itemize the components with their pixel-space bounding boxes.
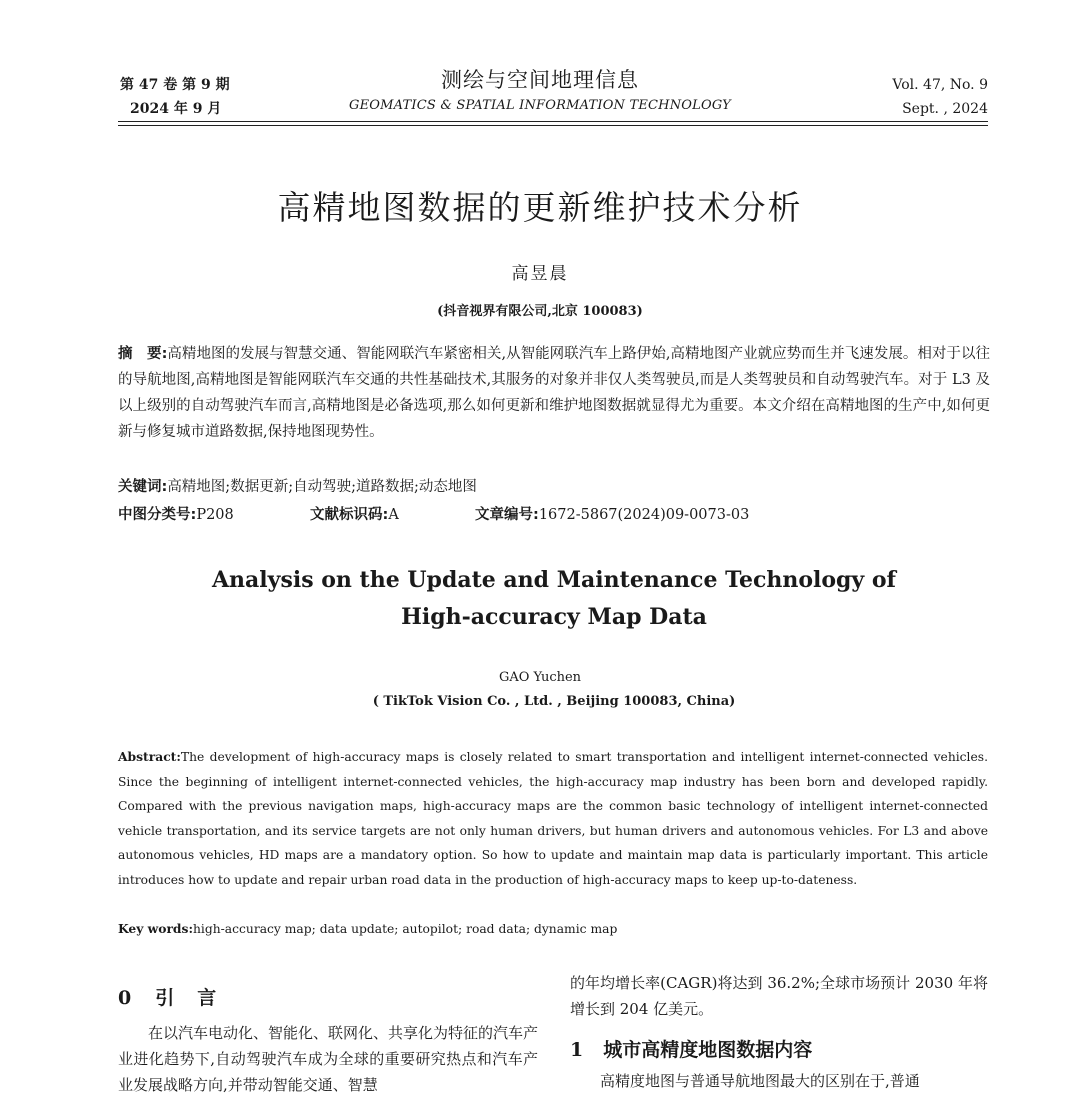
article-no-item — [475, 503, 749, 524]
title-en-line2: High-accuracy Map Data — [401, 604, 707, 630]
section-1-number: 1 — [570, 1039, 584, 1061]
abstract-en — [118, 745, 988, 893]
doc-code-label: 文献标识码: — [310, 507, 389, 523]
author-cn: 高昱晨 — [511, 264, 569, 284]
volume-en: Vol. 47, No. 9 — [892, 77, 988, 93]
journal-name-cn: 测绘与空间地理信息 — [441, 68, 639, 92]
keywords-cn-label: 关键词: — [118, 479, 168, 495]
keywords-en-label: Key words: — [118, 921, 193, 936]
keywords-en-text: high-accuracy map; data update; autopilot; road data; dynamic map — [193, 922, 618, 936]
section-1-title: 城市高精度地图数据内容 — [603, 1039, 813, 1061]
doc-code-item — [310, 503, 475, 524]
affiliation-cn: (抖音视界有限公司,北京 100083) — [437, 304, 643, 319]
paper-title-cn: 高精地图数据的更新维护技术分析 — [277, 188, 803, 227]
keywords-cn-text: 高精地图;数据更新;自动驾驶;道路数据;动态地图 — [167, 479, 477, 495]
section-1-heading — [570, 1035, 812, 1062]
section-0-paragraph: 在以汽车电动化、智能化、联网化、共享化为特征的汽车产业进化趋势下,自动驾驶汽车成为全球的重要研究热点和汽车产业发展战略方向,并带动智能交通、智慧 — [118, 1024, 539, 1094]
author-en: GAO Yuchen — [498, 670, 582, 685]
section-0-number: 0 — [118, 987, 134, 1009]
article-no-label: 文章编号: — [475, 507, 539, 523]
header-issue-en — [892, 73, 988, 121]
date-cn: 2024 年 9 月 — [130, 101, 222, 117]
abstract-en-text: The development of high-accuracy maps is closely related to smart transportation and intelligent internet-connected vehicles. Since the beginning of intelligent internet-connected vehicles, the high-accuracy map industry has been born and developed rapidly. Compared with the previous navigation maps, high-accuracy maps are the common basic technology of intelligent internet-connected vehicle transportation, and its service targets are not only human drivers, but human drivers and autonomous vehicles. For L3 and above autonomous vehicles, HD maps are a mandatory option. So how to update and maintain map data is particularly important. This article introduces how to update and repair urban road data in the production of high-accuracy maps to keep up-to-dateness. — [118, 750, 988, 887]
classification-line — [118, 503, 990, 524]
keywords-cn — [118, 475, 477, 496]
header-rule-thick — [118, 121, 988, 122]
paper-title-en — [0, 562, 1080, 636]
clc-item — [118, 503, 310, 524]
section-1-paragraph: 高精度地图与普通导航地图最大的区别在于,普通 — [600, 1072, 920, 1090]
keywords-en — [118, 921, 617, 936]
abstract-cn-label: 摘 要: — [118, 346, 168, 362]
article-no-value: 1672-5867(2024)09-0073-03 — [538, 507, 750, 523]
right-column-paragraph: 的年均增长率(CAGR)将达到 36.2%;全球市场预计 2030 年将增长到 204 亿美元。 — [570, 974, 988, 1018]
abstract-cn-text: 高精地图的发展与智慧交通、智能网联汽车紧密相关,从智能网联汽车上路伊始,高精地图产业就应势而生并飞速发展。相对于以往的导航地图,高精地图是智能网联汽车交通的共性基础技术,其服务的对象并非仅人类驾驶员,而是人类驾驶员和自动驾驶汽车。对于 L3 及以上级别的自动驾驶汽车而言,高精地图是必备选项,那么如何更新和维护地图数据就显得尤为重要。本文介绍在高精地图的生产中,如何更新与修复城市道路数据,保持地图现势性。 — [118, 346, 990, 440]
section-0-heading — [118, 983, 218, 1010]
clc-value: P208 — [196, 507, 234, 523]
section-0-title: 引 言 — [155, 987, 219, 1009]
doc-code-value: A — [388, 507, 399, 523]
abstract-cn — [118, 341, 990, 445]
volume-cn: 第 47 卷 第 9 期 — [120, 77, 230, 93]
header-rule-thin — [118, 125, 988, 126]
abstract-en-label: Abstract: — [118, 749, 181, 764]
title-en-line1: Analysis on the Update and Maintenance Technology of — [211, 567, 897, 593]
clc-label: 中图分类号: — [118, 507, 197, 523]
date-en: Sept. , 2024 — [902, 101, 988, 117]
journal-name-en: GEOMATICS & SPATIAL INFORMATION TECHNOLOGY — [349, 98, 731, 113]
affiliation-en: ( TikTok Vision Co. , Ltd. , Beijing 100083, China) — [372, 694, 736, 709]
